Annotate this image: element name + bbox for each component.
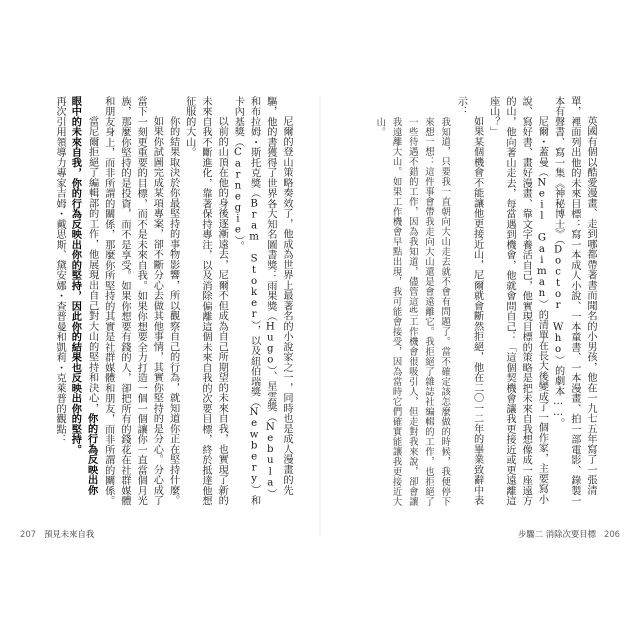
right-page-body bbox=[364, 96, 598, 508]
page-number: 207 bbox=[20, 529, 36, 539]
page-number: 206 bbox=[604, 529, 620, 539]
right-page bbox=[320, 0, 640, 640]
chapter-title: 步驟二 消除次要目標 bbox=[517, 529, 596, 539]
body-paragraph: 如果你試圖完成某項專案，卻不斷分心去做其他事情，其實你堅持的是分心。分心成了當下一刻更重要的目標，而不是未來自我。如果你想要全力打造一個一個讓你一直當個月光族，那麼你堅持的是投資，而不是享受。如果你想要有錢的人，卻把所有的錢花在社群媒體和朋友身上，而非所謂的關係，那麼你所堅持的其實是社群媒體和朋友，而非所謂的關係。 bbox=[102, 96, 163, 506]
body-paragraph: 如果某個機會不能讓他更接近山，尼爾就會斷然拒絕，他在二〇一二年的畢業致辭中表示： bbox=[455, 96, 483, 506]
body-paragraph bbox=[83, 96, 99, 508]
body-paragraph: 尼爾・蓋曼（Neil Gaiman）的清單在長大後變成了一個作家，主要寫小說、寫好書、畫好漫畫、靠文字養活自己，他實現目標的策略是把未來自我想像成一座遠方的山，他向著山走去，每當遇到機會，他就會問自己：「這個契機會讓我更接近或更遠離這座山？」 bbox=[487, 96, 548, 506]
emphasis-paragraph: 眼中的未來自我，你的行為反映出你的堅持，因此你的結果也反映出你的堅持。 bbox=[69, 96, 82, 455]
body-paragraph: 英國有個以酷愛漫畫、走到哪都帶著書而聞名的小男孩，他在一九七五年寫了一張清單，裡面列出他的未來目標：寫一本成人小說、一本童書、一本漫畫、拍一部電影、錄製一本有聲書、寫一集《神秘博士》（Doctor Who）的劇本……。 bbox=[552, 96, 596, 506]
left-page-body bbox=[50, 96, 294, 508]
body-paragraph: 以前的山頂在他的身後逐漸遠去，尼爾不但成為自己所期望的未來自我，也實現了新的未來自我不斷進化，靠著保持專注，以及消除偏離這個未來自我的次要目標，終於抵達他想征服的大山。 bbox=[183, 96, 228, 506]
right-footer bbox=[518, 528, 620, 540]
emphasis-text: 你的行為反映出你 bbox=[85, 413, 98, 496]
left-footer bbox=[20, 528, 94, 540]
body-paragraph: 尼爾的登山策略奏效了，他成為世界上最著名的小說家之一，同時也是成人漫畫的先驅，他的書獲得了世界各大知名圖書獎：雨果獎（Hugo）、星雲獎（Nebula）和布拉姆・斯托克獎（Bram Stoker），以及紐伯瑞獎（Newbery）和卡內基獎（Carnegie）。 bbox=[232, 96, 292, 506]
body-paragraph: 再次引用領導力專家吉姆・戴思斯、黛安娜・查普曼和凱莉・克萊普的觀點： bbox=[54, 96, 66, 445]
block-quote: 我知道，只要我一直朝向大山走去就不會有問題了。當不確定該怎麼做的時候，我便停下來想一想：這件事會帶我走向大山還是會遠離它。我拒絕了雜誌社編輯的工作，也拒絕了一些待遇不錯的工作，因為我知道，儘管這些工作機會很吸引人，但走對我來說，卻會讓我遠離大山。如果工作機會早點出現，我可能會接受，因為當時它們確實能讓我更接近大山。 bbox=[374, 116, 451, 507]
book-title: 預見未來自我 bbox=[44, 529, 95, 539]
body-paragraph: 你的結果取決於你最堅持的事物影響，所以觀察自己的行為，就知道你正在堅持什麼。 bbox=[167, 116, 179, 506]
body-text: 當尼爾拒絕了編輯部的工作，他展現出自己對大山的堅持和決心， bbox=[86, 116, 98, 414]
